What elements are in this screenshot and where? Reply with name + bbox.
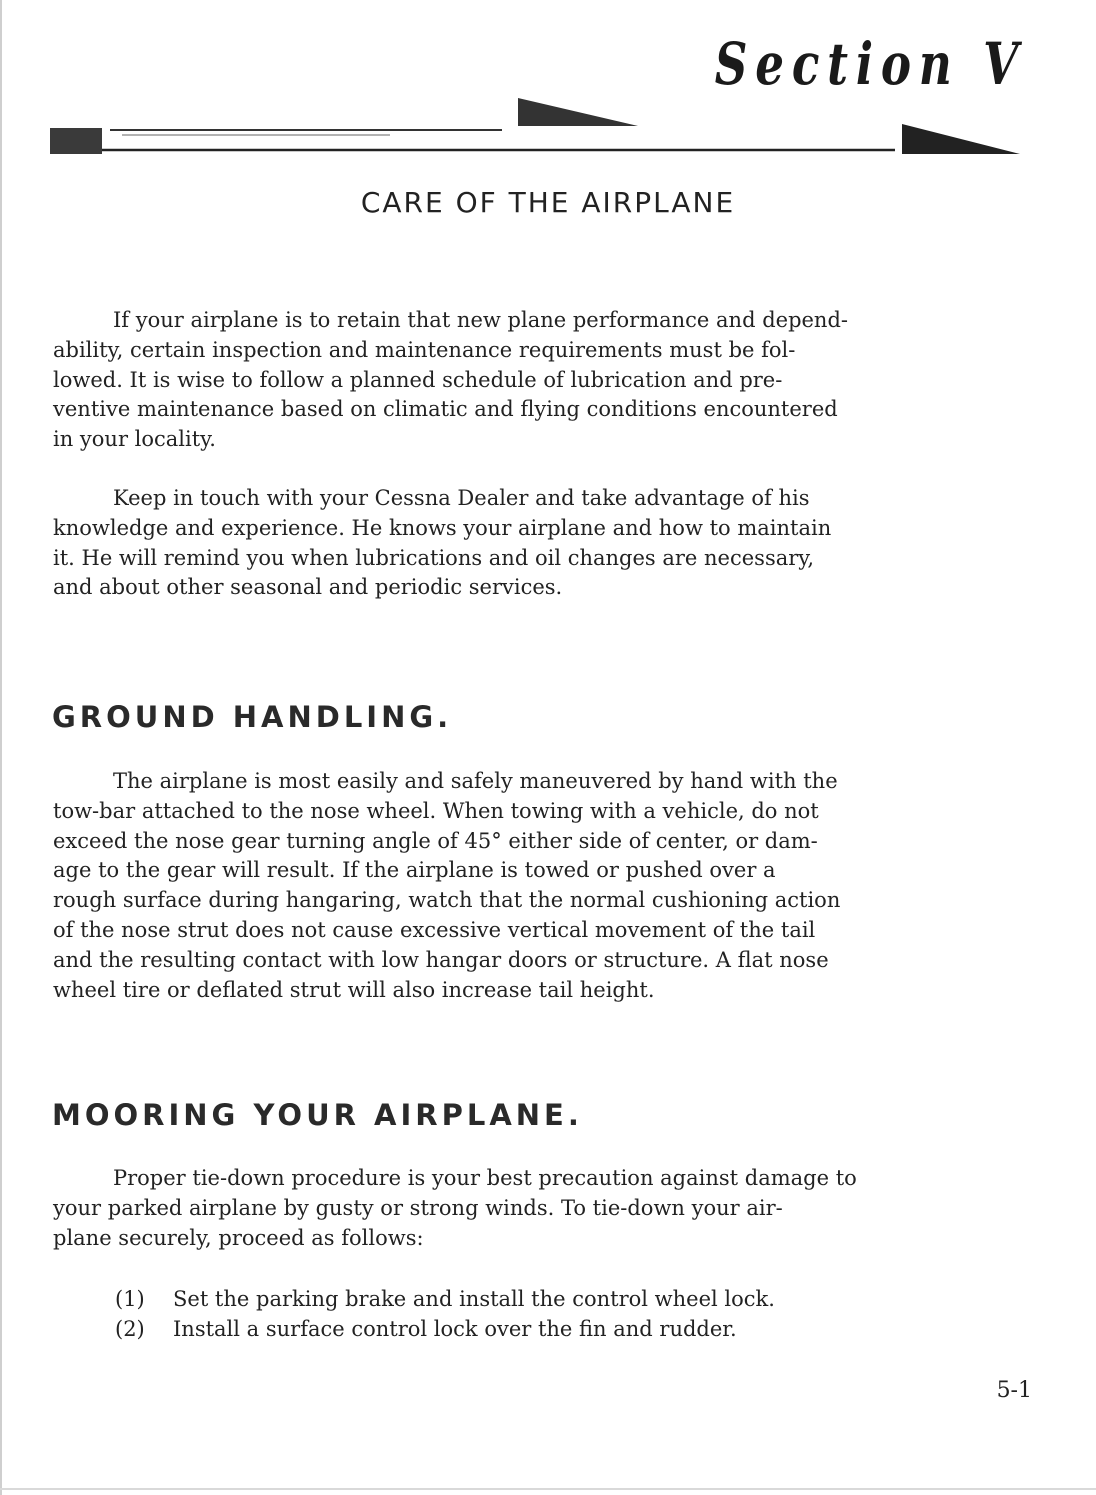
text-line: knowledge and experience. He knows your airplane and how to maintain	[53, 515, 832, 540]
header-right-arrow	[902, 124, 1020, 154]
step-text: Set the parking brake and install the control wheel lock.	[173, 1287, 775, 1311]
mooring-heading: MOORING YOUR AIRPLANE.	[52, 1098, 583, 1132]
text-line: Keep in touch with your Cessna Dealer and take advantage of his	[113, 486, 810, 510]
list-item	[115, 1284, 1015, 1314]
text-line: plane securely, proceed as follows:	[53, 1225, 424, 1250]
text-line: lowed. It is wise to follow a planned schedule of lubrication and pre-	[53, 367, 783, 392]
page-edge-rule	[0, 0, 2, 1495]
intro-paragraph-2	[53, 484, 1013, 603]
intro-paragraph-1	[53, 306, 1013, 455]
text-line: it. He will remind you when lubrications and oil changes are necessary,	[53, 545, 815, 570]
text-line: ventive maintenance based on climatic and flying conditions encountered	[53, 397, 838, 422]
section-label: Section V	[714, 30, 1026, 98]
text-line: age to the gear will result. If the airplane is towed or pushed over a	[53, 858, 776, 883]
text-line: and the resulting contact with low hangar doors or structure. A flat nose	[53, 947, 829, 972]
text-line: The airplane is most easily and safely maneuvered by hand with the	[113, 769, 838, 793]
text-line: If your airplane is to retain that new plane performance and depend-	[113, 308, 848, 332]
text-line: in your locality.	[53, 427, 216, 452]
step-text: Install a surface control lock over the fin and rudder.	[173, 1317, 737, 1341]
text-line: exceed the nose gear turning angle of 45° either side of center, or dam-	[53, 828, 818, 853]
page-number: 5-1	[996, 1378, 1032, 1403]
step-number: (2)	[115, 1317, 145, 1341]
text-line: tow-bar attached to the nose wheel. When towing with a vehicle, do not	[53, 798, 819, 823]
mooring-steps-list	[115, 1284, 1015, 1344]
text-line: rough surface during hangaring, watch that the normal cushioning action	[53, 888, 841, 913]
text-line: of the nose strut does not cause excessive vertical movement of the tail	[53, 917, 816, 942]
header-rule-graphic	[50, 90, 1030, 170]
step-number: (1)	[115, 1287, 145, 1311]
text-line: wheel tire or deflated strut will also increase tail height.	[53, 977, 655, 1002]
text-line: your parked airplane by gusty or strong winds. To tie-down your air-	[53, 1195, 783, 1220]
mooring-paragraph	[53, 1164, 1013, 1253]
header-upper-arrow	[518, 98, 638, 126]
header-left-block	[50, 128, 102, 154]
text-line: and about other seasonal and periodic services.	[53, 575, 563, 600]
bottom-edge-rule	[0, 1488, 1096, 1490]
text-line: Proper tie-down procedure is your best precaution against damage to	[113, 1166, 857, 1190]
list-item	[115, 1314, 1015, 1344]
text-line: ability, certain inspection and maintenance requirements must be fol-	[53, 337, 796, 362]
ground-handling-paragraph	[53, 767, 1013, 1005]
chapter-title: CARE OF THE AIRPLANE	[360, 186, 736, 219]
ground-handling-heading: GROUND HANDLING.	[52, 700, 453, 734]
